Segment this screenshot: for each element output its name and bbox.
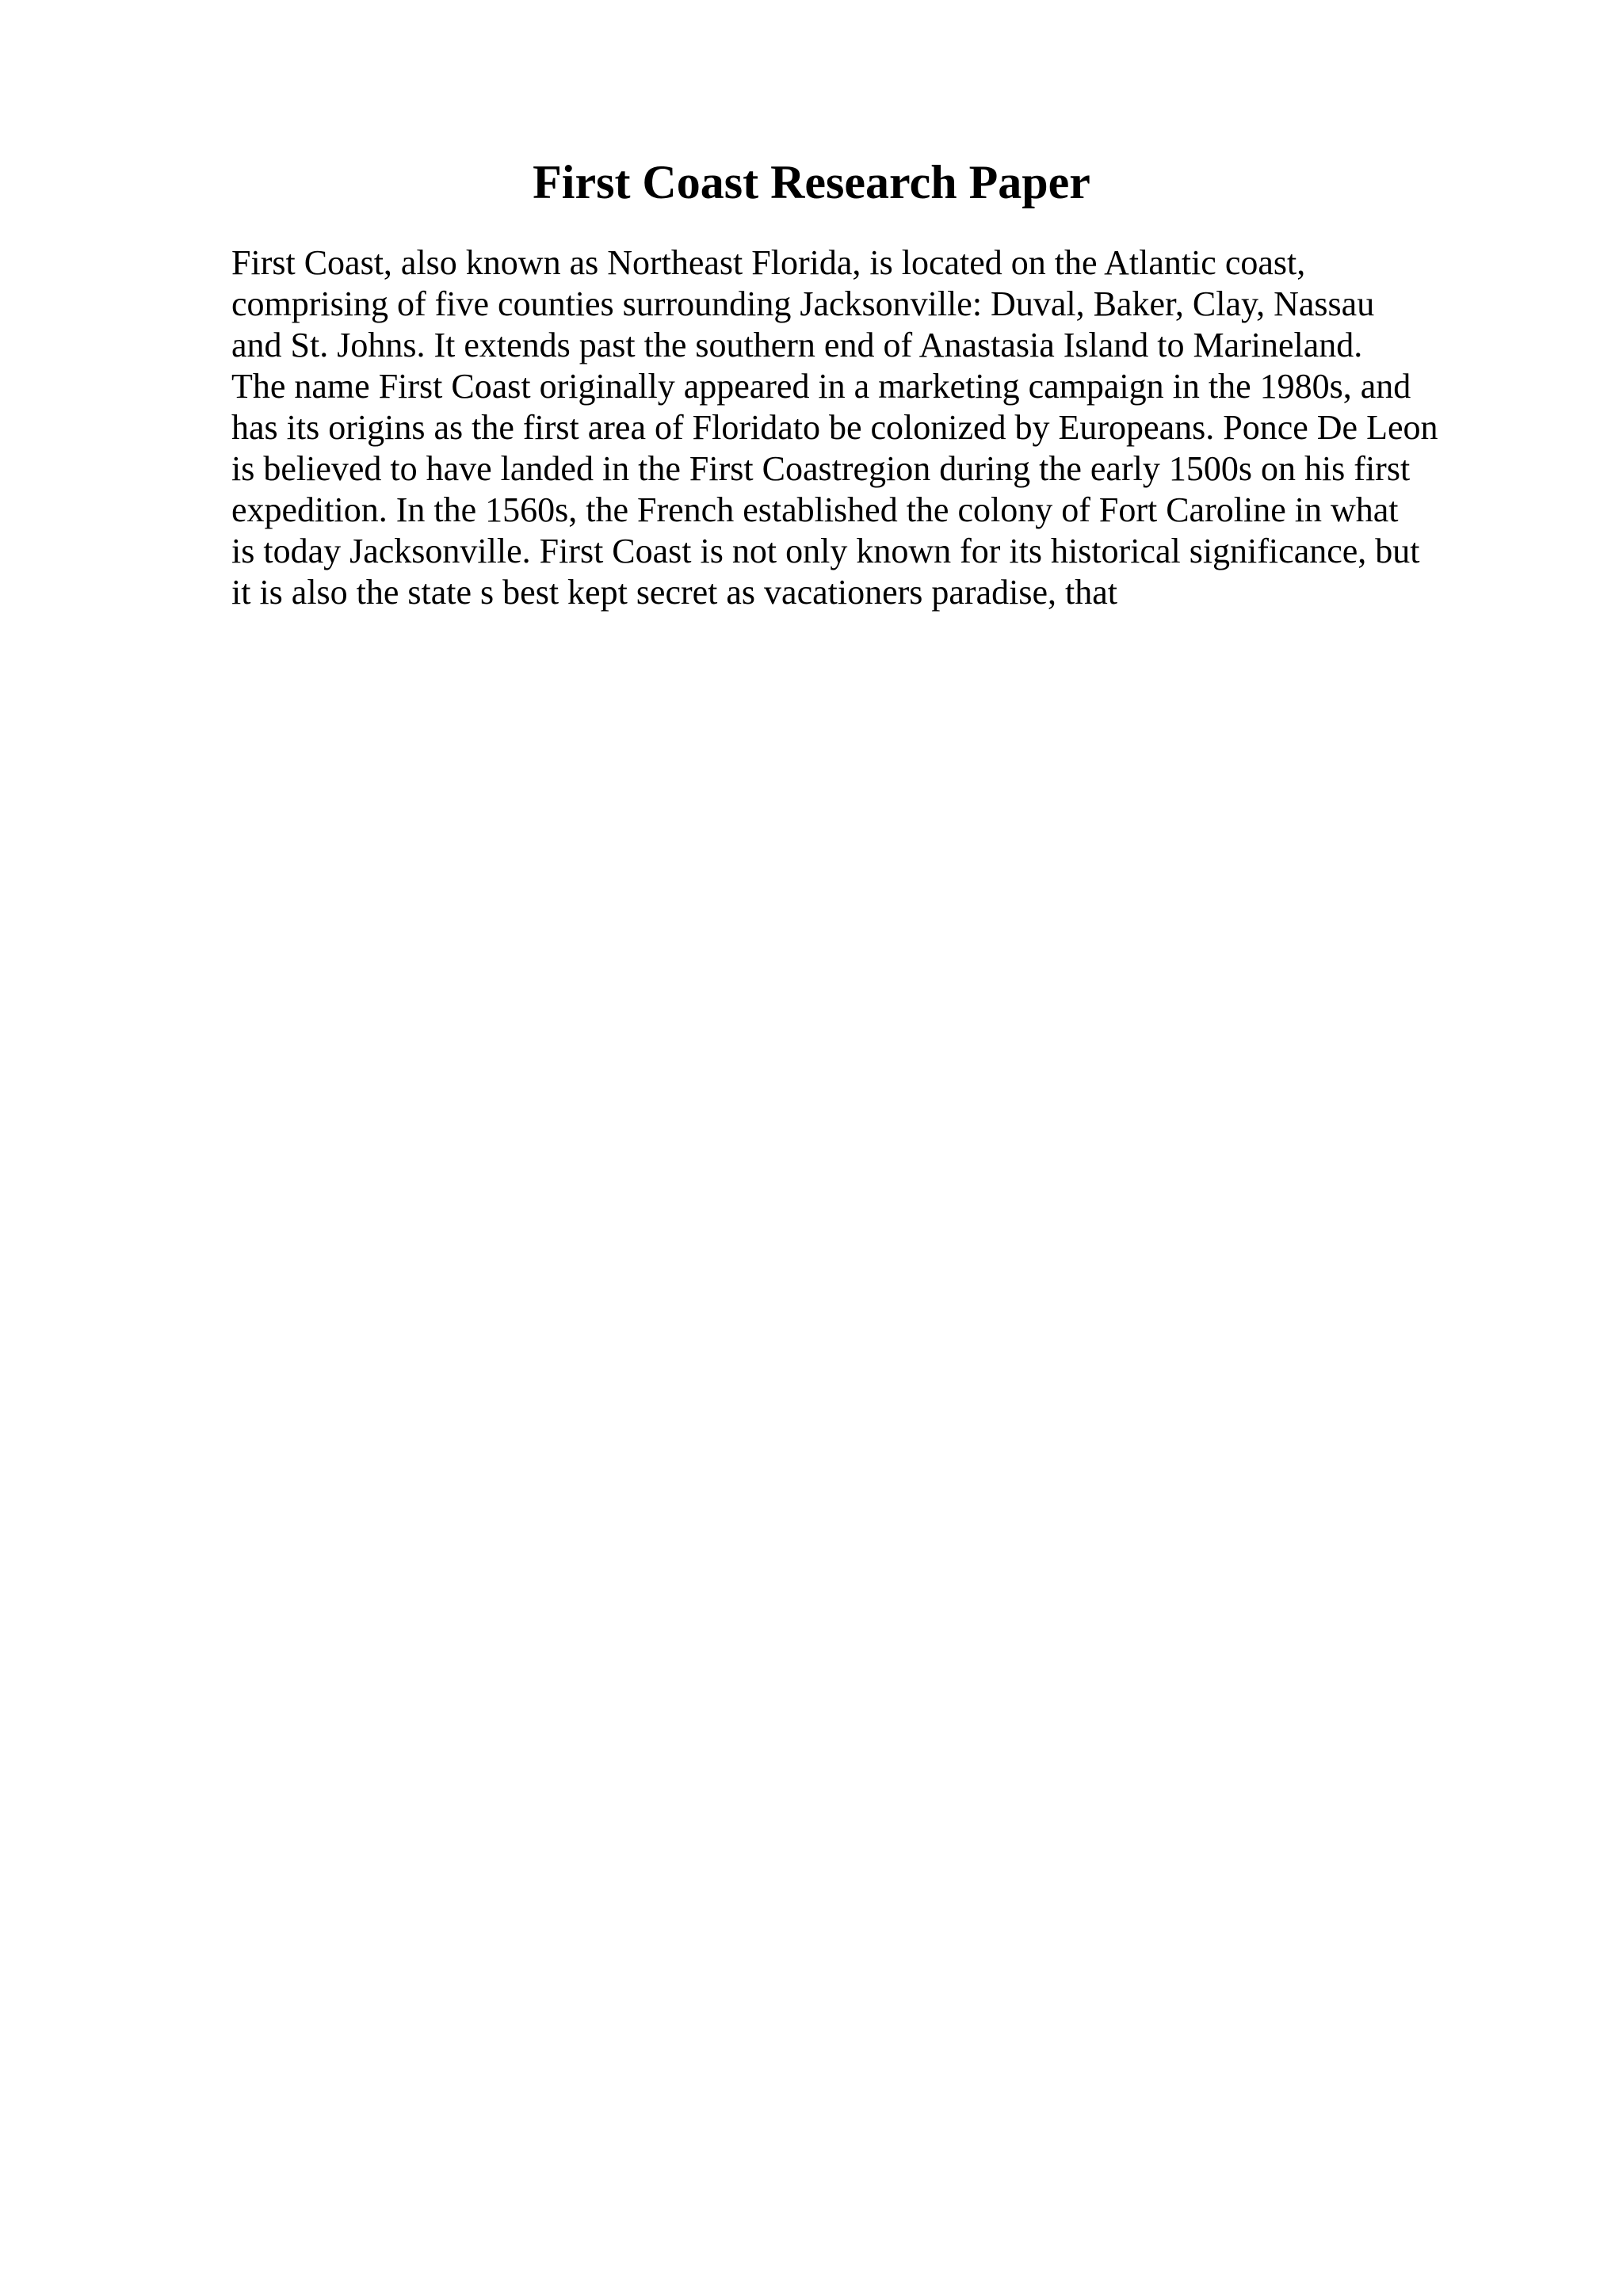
paragraph-line: and St. Johns. It extends past the southern end of Anastasia Island to Marineland. [231,326,1363,364]
body-paragraph [231,242,1594,613]
paragraph-line: comprising of five counties surrounding Jacksonville: Duval, Baker, Clay, Nassau [231,284,1375,323]
paragraph-line: First Coast, also known as Northeast Florida, is located on the Atlantic coast, [231,243,1306,282]
paragraph-line: it is also the state s best kept secret as vacationers paradise, that [231,573,1117,612]
paragraph-line: is believed to have landed in the First Coastregion during the early 1500s on his first [231,449,1411,488]
paragraph-line: expedition. In the 1560s, the French established the colony of Fort Caroline in what [231,490,1399,529]
paragraph-line: is today Jacksonville. First Coast is not only known for its historical significance, but [231,532,1420,570]
paragraph-line: The name First Coast originally appeared in a marketing campaign in the 1980s, and [231,367,1411,406]
paragraph-line: has its origins as the first area of Floridato be colonized by Europeans. Ponce De Leon [231,408,1438,447]
page-title: First Coast Research Paper [533,156,1090,208]
